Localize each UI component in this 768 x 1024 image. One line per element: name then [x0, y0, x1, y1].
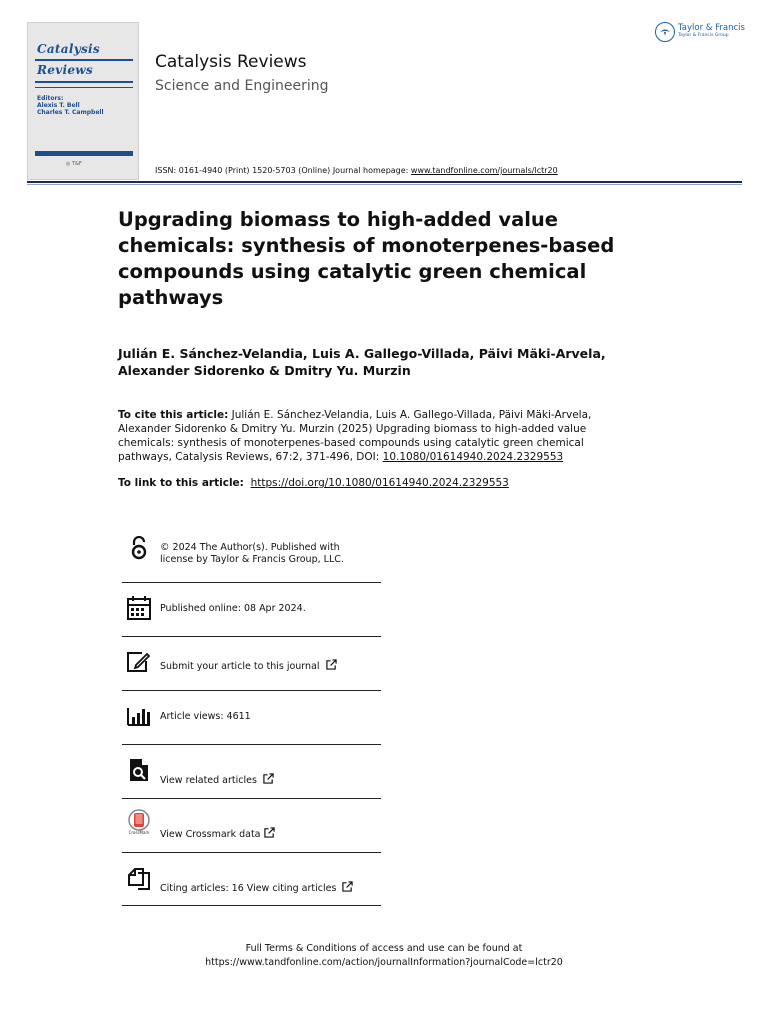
cite-text: Julián E. Sánchez-Velandia, Luis A. Gallego-Villada, Päivi Mäki-Arvela, Alexander Sidorenko & Dmitry Yu. Murzin (2025) Upgrading biomass to high-added value chemicals: synthesis of monoterpenes-based compounds using catalytic green chemical pathways, Catalysis Reviews, 67:2, 371-496, DOI:: [118, 409, 592, 463]
publisher-group: Taylor & Francis Group: [678, 33, 729, 38]
terms-url[interactable]: https://www.tandfonline.com/action/journalInformation?journalCode=lctr20: [205, 957, 563, 968]
published-row: [122, 583, 381, 637]
header-divider: [27, 181, 742, 183]
article-title: Upgrading biomass to high-added value chemicals: synthesis of monoterpenes-based compounds using catalytic green chemical pathways: [118, 208, 615, 309]
article-link: [118, 476, 638, 490]
related-articles-icon: [126, 757, 152, 783]
cover-editors: Editors: Alexis T. Bell Charles T. Campbell: [37, 95, 104, 116]
edit-icon: [126, 649, 152, 675]
submit-article-link: Submit your article to this journal: [160, 661, 320, 672]
crossmark-icon: [126, 809, 152, 835]
article-views: Article views: 4611: [160, 711, 251, 722]
article-authors: Julián E. Sánchez-Velandia, Luis A. Gallego-Villada, Päivi Mäki-Arvela, Alexander Sidorenko & Dmitry Yu. Murzin: [118, 346, 606, 378]
cite-label: To cite this article:: [118, 409, 229, 421]
external-link-icon: [263, 773, 274, 784]
bar-chart-icon: [126, 703, 152, 729]
external-link-icon: [264, 827, 275, 838]
publisher-logo-icon: [655, 22, 675, 42]
issn-line: ISSN: 0161-4940 (Print) 1520-5703 (Online) Journal homepage: www.tandfonline.com/journals/lctr20: [155, 166, 558, 175]
citing-row[interactable]: [122, 853, 381, 906]
citation: [118, 408, 638, 464]
publisher-name: Taylor & Francis: [678, 23, 745, 33]
open-access-icon: [126, 536, 152, 562]
terms-footer: [0, 942, 768, 970]
published-date: Published online: 08 Apr 2024.: [160, 603, 306, 614]
journal-homepage-link[interactable]: www.tandfonline.com/journals/lctr20: [410, 166, 558, 175]
journal-title: Catalysis Reviews: [155, 52, 307, 72]
crossmark-row[interactable]: [122, 799, 381, 853]
license-line1: © 2024 The Author(s). Published with: [160, 542, 340, 553]
external-link-icon: [342, 881, 353, 892]
publisher-logo[interactable]: [655, 22, 745, 42]
link-label: To link to this article:: [118, 477, 244, 489]
article-doi-url[interactable]: https://doi.org/10.1080/01614940.2024.2329553: [250, 477, 509, 489]
citing-articles-link: Citing articles: 16 View citing articles: [160, 883, 337, 894]
svg-text:CrossMark: CrossMark: [128, 830, 150, 835]
terms-line1: Full Terms & Conditions of access and use can be found at: [245, 943, 523, 954]
submit-row[interactable]: [122, 637, 381, 691]
article-info-list: [122, 528, 381, 906]
cover-publisher-mark: ◎ T&F: [66, 161, 82, 167]
external-link-icon: [326, 659, 337, 670]
journal-subtitle: Science and Engineering: [155, 78, 329, 94]
views-row: [122, 691, 381, 745]
cover-title-line1: Catalysis: [37, 42, 100, 56]
citing-articles-icon: [126, 865, 152, 891]
doi-link[interactable]: 10.1080/01614940.2024.2329553: [382, 451, 564, 463]
crossmark-link: View Crossmark data: [160, 829, 261, 840]
calendar-icon: [126, 595, 152, 621]
related-articles-link: View related articles: [160, 775, 257, 786]
license-line2: license by Taylor & Francis Group, LLC.: [160, 554, 344, 565]
cover-title-line2: Reviews: [37, 63, 93, 77]
related-row[interactable]: [122, 745, 381, 799]
journal-cover-image: [27, 22, 139, 180]
license-row: [122, 528, 381, 583]
